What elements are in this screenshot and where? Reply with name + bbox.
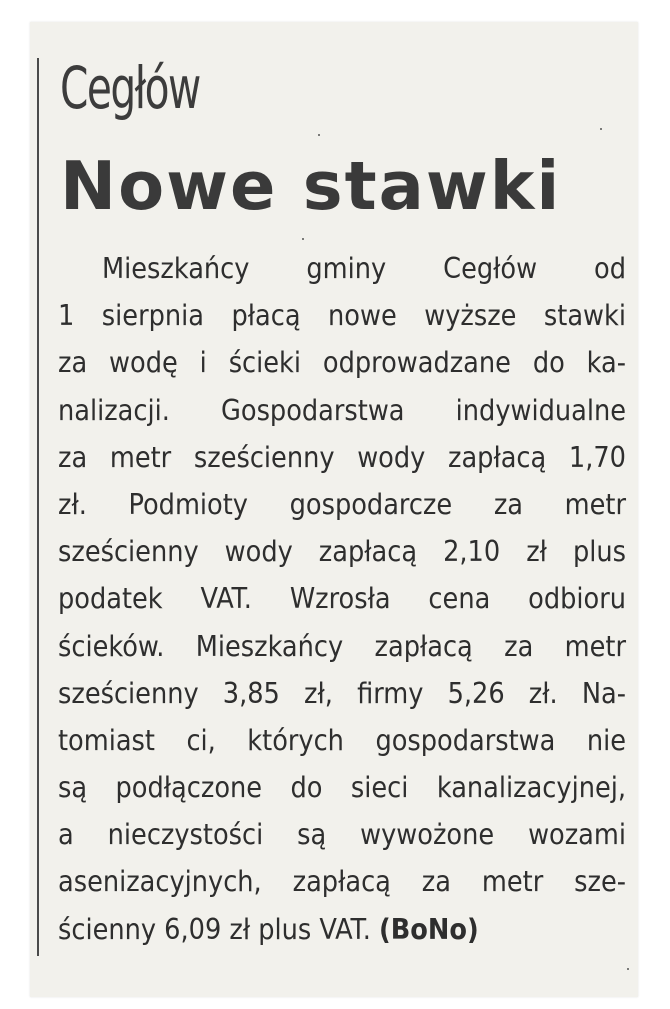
print-speck bbox=[600, 128, 602, 130]
article-line: Mieszkańcy gminy Cegłów od bbox=[102, 252, 626, 285]
article-line: tomiast ci, których gospodarstwa nie bbox=[58, 723, 626, 757]
author-signature: (BoNo) bbox=[379, 912, 479, 946]
print-speck bbox=[627, 968, 629, 970]
article-last-line bbox=[58, 906, 626, 953]
article-line: asenizacyjnych, zapłacą za metr sze- bbox=[58, 865, 626, 899]
article-line: 1 sierpnia płacą nowe wyższe stawki bbox=[58, 299, 626, 333]
headline-title: Nowe stawki bbox=[60, 147, 562, 225]
print-speck bbox=[302, 238, 304, 240]
article-line: a nieczystości są wywożone wozami bbox=[58, 818, 626, 852]
headline-place: Cegłów bbox=[60, 54, 200, 122]
article-line: podatek VAT. Wzrosła cena odbioru bbox=[58, 582, 626, 616]
article-body bbox=[58, 245, 626, 953]
article-line: ścienny 6,09 zł plus VAT. bbox=[58, 912, 371, 946]
column-rule bbox=[37, 58, 39, 956]
article-line: zł. Podmioty gospodarcze za metr bbox=[58, 487, 626, 521]
print-speck bbox=[318, 134, 320, 136]
article-line: sześcienny 3,85 zł, firmy 5,26 zł. Na- bbox=[58, 676, 626, 710]
article-line: za metr sześcienny wody zapłacą 1,70 bbox=[58, 440, 626, 474]
article-line: ścieków. Mieszkańcy zapłacą za metr bbox=[58, 629, 626, 663]
article-line: sześcienny wody zapłacą 2,10 zł plus bbox=[58, 535, 626, 569]
article-line: są podłączone do sieci kanalizacyjnej, bbox=[58, 771, 626, 805]
article-line: nalizacji. Gospodarstwa indywidualne bbox=[58, 393, 626, 427]
article-line: za wodę i ścieki odprowadzane do ka- bbox=[58, 346, 626, 380]
